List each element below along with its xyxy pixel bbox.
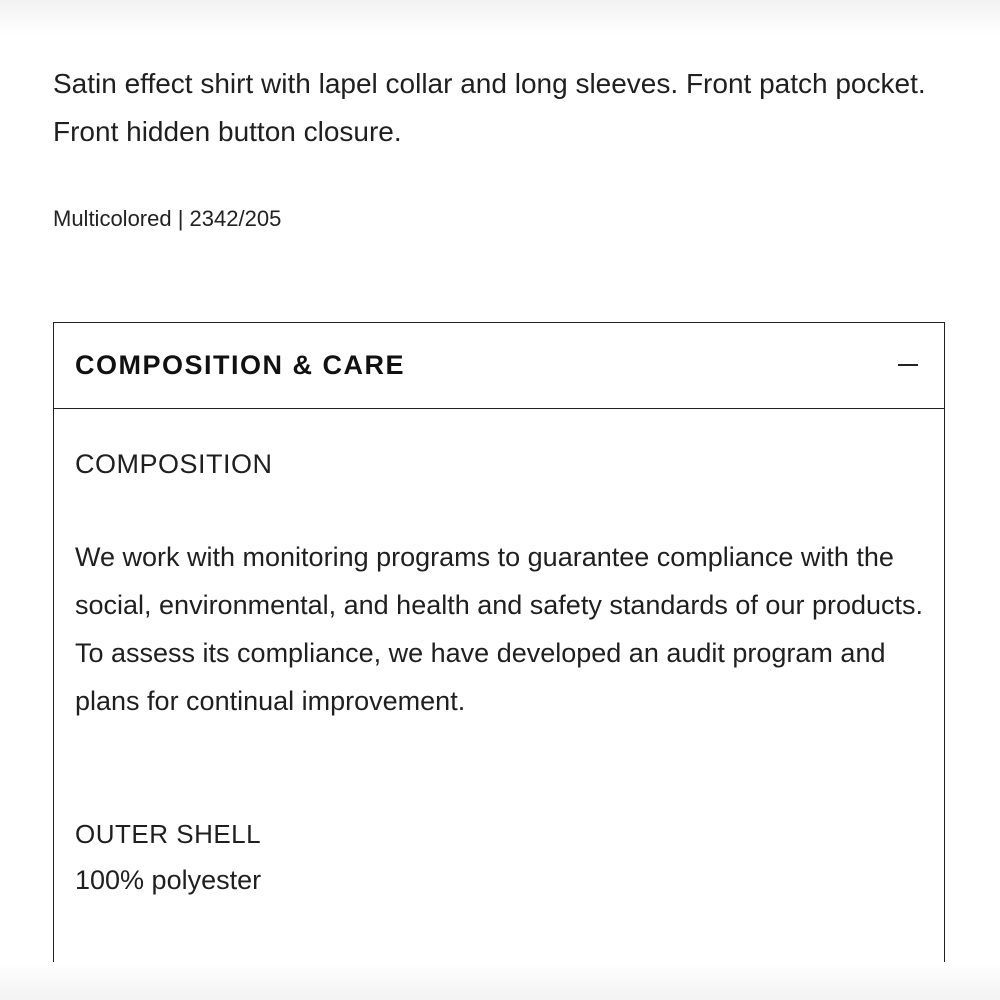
- product-color-reference: Multicolored | 2342/205: [53, 206, 282, 231]
- composition-heading: COMPOSITION: [75, 449, 273, 479]
- bottom-edge-shadow: [0, 962, 1000, 1000]
- outer-shell-value: 100% polyester: [75, 865, 262, 895]
- outer-shell-label: OUTER SHELL: [75, 819, 262, 849]
- accordion-title: COMPOSITION & CARE: [75, 350, 406, 380]
- product-description: Satin effect shirt with lapel collar and long sleeves. Front patch pocket. Front hidden button closure.: [53, 68, 926, 147]
- minus-icon[interactable]: [898, 364, 918, 366]
- top-edge-shadow: [0, 0, 1000, 36]
- composition-care-accordion: [53, 322, 945, 1000]
- accordion-header[interactable]: [54, 323, 944, 409]
- composition-text: We work with monitoring programs to guarantee compliance with the social, environmental, and health and safety standards of our products. To assess its compliance, we have developed an audit program and plans for continual improvement.: [75, 542, 924, 716]
